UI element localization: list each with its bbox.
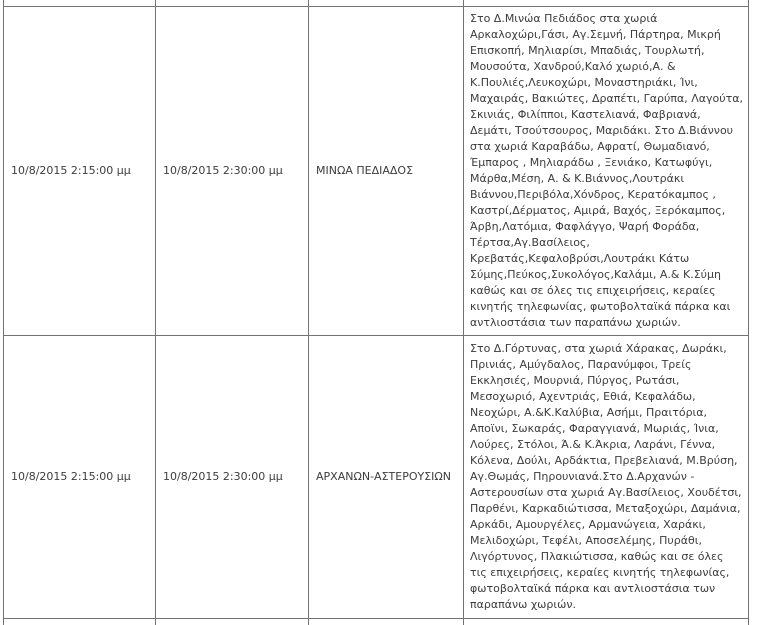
cell-empty (4, 619, 156, 625)
cell-areas: Στο Δ.Γόρτυνας, στα χωριά Χάρακας, Δωράκι, Πρινιάς, Αμύγδαλος, Παρανύμφοι, Τρείς Εκκλησιές, Μουρνιά, Πύργος, Ρωτάσι, Μεσοχωριό, Αχεντριάς, Εθιά, Κεφαλάδω, Νεοχώρι, Α.&Κ.Καλύβια, Ασήμι, Πραιτόρια, Αποϊνι, Σωκαράς, Φαραγγιανά, Μωριάς, Ίνια, Λούρες, Στόλοι, Ά.& Κ.Άκρια, Λαράνι, Γέννα, Κόλενα, Δούλι, Αρδάκτια, Πρεβελιανά, Μ.Βρύση, Αγ.Θωμάς, Πηρουνιανά.Στο Δ.Αρχανών - Αστερουσίων στα χωριά Αγ.Βασίλειος, Χουδέτσι, Παρθένι, Καρκαδιώτισσα, Μεταξοχώρι, Δαμάνια, Αρκάδι, Αμουργέλες, Αρμανώγεια, Χαράκι, Μελιδοχώρι, Τεφέλι, Αποσελέμης, Πυράθι, Λιγόρτυνος, Πλακιώτισσα, καθώς και σε όλες τις επιχειρήσεις, κεραίες κινητής τηλεφωνίας, φωτοβολταϊκά πάρκα και αντλιοστάσια των παραπάνω χωριών. (464, 336, 749, 619)
cell-municipality: ΜΙΝΩΑ ΠΕΔΙΑΔΟΣ (309, 7, 464, 336)
cell-end-time: 10/8/2015 2:30:00 μμ (156, 7, 309, 336)
cell-empty (309, 619, 464, 625)
cell-start-time: 10/8/2015 2:15:00 μμ (4, 336, 156, 619)
cell-start-time: 10/8/2015 2:15:00 μμ (4, 7, 156, 336)
cell-municipality: ΑΡΧΑΝΩΝ-ΑΣΤΕΡΟΥΣΙΩΝ (309, 336, 464, 619)
table-row (4, 336, 749, 619)
outage-schedule-table (3, 0, 749, 625)
cell-areas: Στο Δ.Μινώα Πεδιάδος στα χωριά Αρκαλοχώρι,Γάσι, Αγ.Σεμνή, Πάρτηρα, Μικρή Επισκοπή, Μηλιαρίσι, Μπαδιάς, Τουρλωτή, Μουσούτα, Χανδρού,Καλό χωριό,Α. & Κ.Πουλιές,Λευκοχώρι, Μοναστηριάκι, Ίνι, Μαχαιράς, Βακιώτες, Δραπέτι, Γαρύπα, Λαγούτα, Σκινιάς, Φιλίπποι, Καστελιανά, Φαβριανά, Δεμάτι, Τσούτσουρος, Μαριδάκι. Στο Δ.Βιάννου στα χωριά Καραβάδω, Αφρατί, Θωμαδιανό, Έμπαρος , Μηλιαράδω , Ξενιάκο, Κατωφύγι, Μάρθα,Μέση, Α. & Κ.Βιάννος,Λουτράκι Βιάννου,Περιβόλα,Χόνδρος, Κερατόκαμπος , Καστρί,Δέρματος, Αμιρά, Βαχός, Ξερόκαμπος, Άρβη,Λατόμια, Φαφλάγγο, Ψαρή Φοράδα, Τέρτσα,Αγ.Βασίλειος, Κρεβατάς,Κεφαλοβρύσι,Λουτράκι Κάτω Σύμης,Πεύκος,Συκολόγος,Καλάμι, Α.& Κ.Σύμη καθώς και σε όλες τις επιχειρήσεις, κεραίες κινητής τηλεφωνίας, φωτοβολταϊκά πάρκα και αντλιοστάσια των παραπάνω χωριών. (464, 7, 749, 336)
table-row (4, 7, 749, 336)
table-row-partial-bottom (4, 619, 749, 625)
cell-end-time: 10/8/2015 2:30:00 μμ (156, 336, 309, 619)
cell-empty (464, 619, 749, 625)
cell-empty (156, 619, 309, 625)
